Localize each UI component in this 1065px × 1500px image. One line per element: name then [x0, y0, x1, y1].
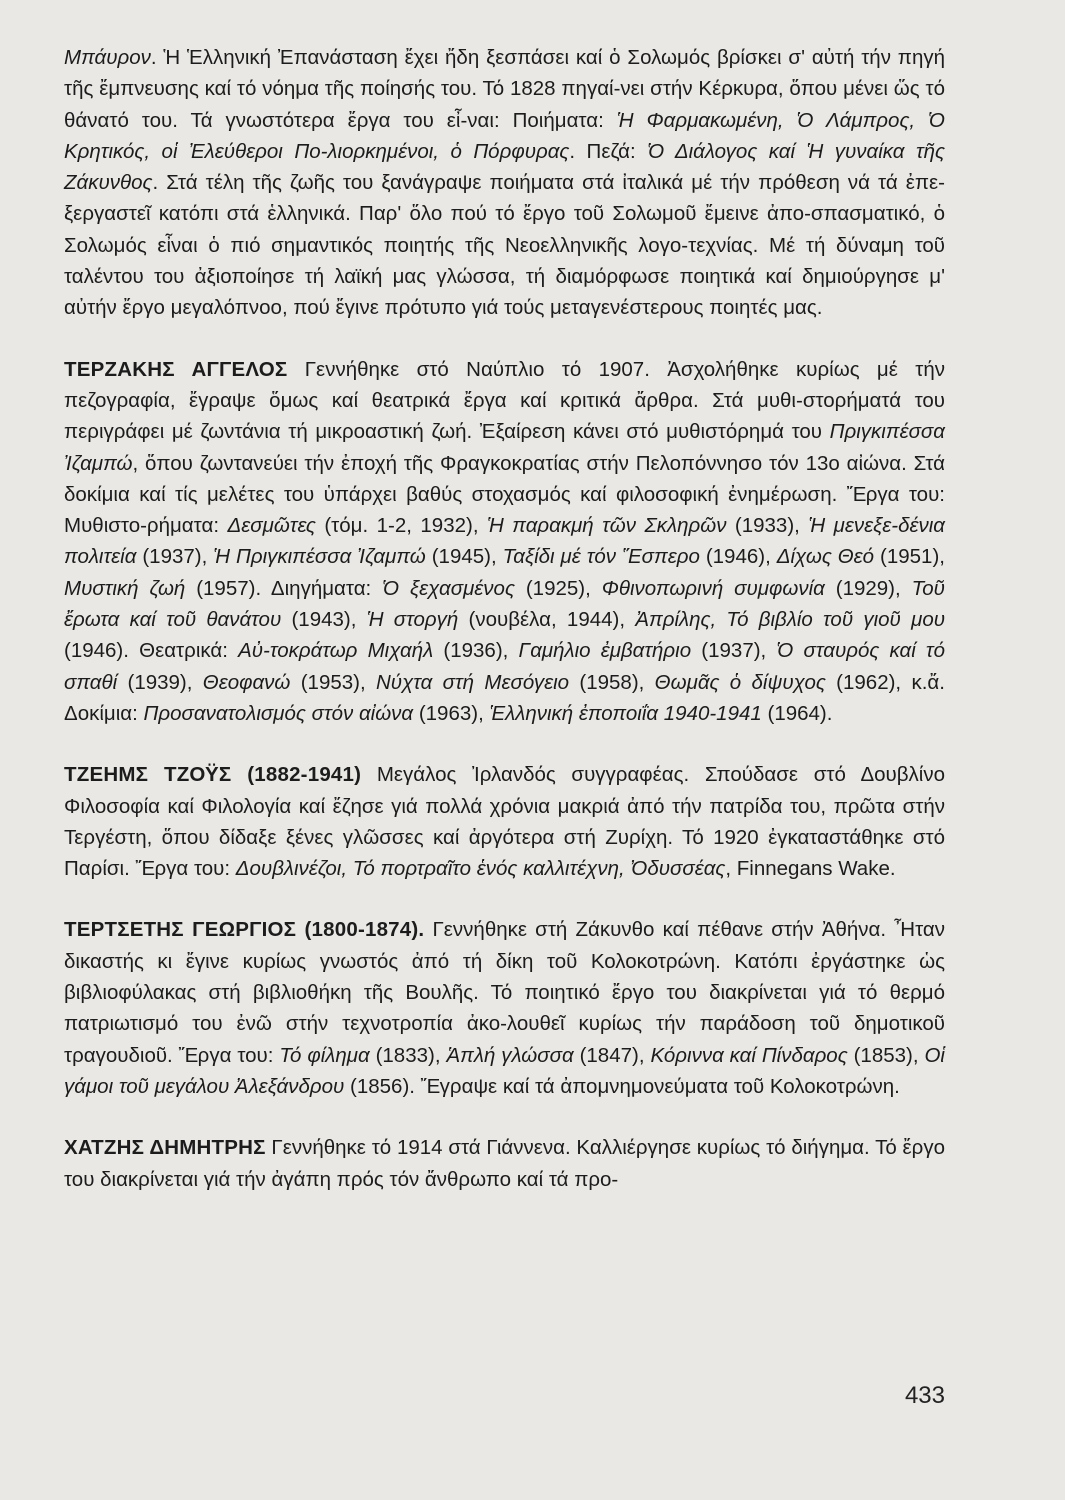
- body-text: (1933),: [726, 514, 809, 538]
- italic-title: Δεσμῶτες: [227, 514, 316, 538]
- continuation-paragraph: [64, 42, 945, 324]
- body-text: Γεννήθηκε στό Ναύπλιο τό 1907. Ἀσχολήθηκε κυρίως μέ τήν πεζογραφία, ἔγραψε ὅμως καί θεατρικά ἔργα καί κριτικά ἄρθρα. Στά μυθι-στορήματά του περιγράφει μέ ζωντάνια τή μικροαστική ζωή. Ἐξαίρεση κάνει στό μυθιστόρημά του: [64, 357, 945, 444]
- entry-body: [64, 358, 945, 725]
- entry-headword: ΤΕΡΤΣΕΤΗΣ ΓΕΩΡΓΙΟΣ (1800-1874).: [64, 918, 425, 942]
- italic-title: Δίχως Θεό: [776, 545, 875, 569]
- italic-title: Προσανατολισμός στόν αἰώνα: [143, 701, 414, 725]
- italic-title: Ἁπλή γλώσσα: [446, 1043, 574, 1067]
- body-text: . Στά τέλη τῆς ζωῆς του ξανάγραψε ποιήματα στά ἰταλικά μέ τήν πρόθεση νά τά ἐπε-ξεργαστεῖ κατόπι στά ἑλληνικά. Παρ' ὅλο πού τό ἔργο τοῦ Σολωμοῦ ἔμεινε ἀπο-σπασματικό, ὁ Σολωμός εἶναι ὁ πιό σημαντικός ποιητής τῆς Νεοελληνικῆς λογο-τεχνίας. Μέ τή δύναμη τοῦ ταλέντου του ἀξιοποίησε τή λαϊκή μας γλώσσα, τή διαμόρφωσε ποιητικά καί δημιούργησε μ' αὐτήν ἔργο μεγαλόπνοο, πού ἔγινε πρότυπο γιά τούς μεταγενέστερους ποιητές μας.: [64, 171, 945, 320]
- italic-title: Ὁ Διάλογος καί Ἡ γυναίκα τῆς Ζάκυνθος: [64, 139, 945, 195]
- italic-title: Γαμήλιο ἐμβατήριο: [518, 639, 692, 663]
- body-text: , ὅπου ζωντανεύει τήν ἐποχή τῆς Φραγκοκρατίας στήν Πελοπόννησο τόν 13ο αἰώνα. Στά δοκίμια καί τίς μελέτες του ὑπάρχει βαθύς στοχασμός καί φιλοσοφική ἐνημέρωση. Ἔργα του: Μυθιστο-ρήματα:: [64, 451, 945, 538]
- italic-title: Δουβλινέζοι, Τό πορτραῖτο ἑνός καλλιτέχνη, Ὀδυσσέας: [235, 857, 726, 881]
- italic-title: Νύχτα στή Μεσόγειο: [376, 670, 570, 694]
- body-text: (1945),: [425, 545, 503, 569]
- body-text: (1946),: [699, 545, 777, 569]
- body-text: (1847),: [573, 1043, 651, 1067]
- body-text: (1943),: [281, 608, 367, 632]
- italic-title: Ἡ στοργή: [366, 608, 459, 632]
- italic-title: Ὁ σταυρός καί τό σπαθί: [64, 639, 945, 694]
- body-text: (1953),: [290, 670, 376, 694]
- body-text: (1853),: [847, 1043, 925, 1067]
- body-text: (1964).: [761, 701, 833, 725]
- italic-title: Ἑλληνική ἐποποιΐα 1940-1941: [489, 701, 762, 725]
- body-text: (1962), κ.ἄ. Δοκίμια:: [64, 670, 945, 725]
- italic-title: Πριγκιπέσσα Ἰζαμπώ: [64, 420, 945, 475]
- body-text: (1925),: [514, 576, 602, 600]
- entry-joyce: [64, 759, 945, 884]
- body-text: (1957). Διηγήματα:: [185, 576, 383, 600]
- page-number: 433: [904, 1382, 945, 1409]
- body-text: . Ἡ Ἑλληνική Ἐπανάσταση ἔχει ἤδη ξεσπάσει καί ὁ Σολωμός βρίσκει σ' αὐτή τήν πηγή τῆς ἔμπνευσης καί τό νόημα τῆς ποίησής του. Τό 1828 πηγαί-νει στήν Κέρκυρα, ὅπου μένει ὥς τό θάνατό του. Τά γνωστότερα ἔργα του εἶ-ναι: Ποιήματα:: [64, 46, 945, 132]
- italic-title: Ἀπρίλης, Τό βιβλίο τοῦ γιοῦ μου: [635, 608, 945, 632]
- italic-title: Ἡ μενεξε-δένια πολιτεία: [64, 514, 945, 569]
- body-text: Μεγάλος Ἰρλανδός συγγραφέας. Σπούδασε στό Δουβλίνο Φιλοσοφία καί Φιλολογία καί ἔζησε γιά πολλά χρόνια μακριά ἀπό τήν πατρίδα του, πρῶτα στήν Τεργέστη, ὅπου δίδαξε ξένες γλῶσσες καί ἀργότερα στή Ζυρίχη. Τό 1920 ἐγκαταστάθηκε στό Παρίσι. Ἔργα του:: [64, 763, 945, 881]
- body-text: (1856). Ἔγραψε καί τά ἀπομνημονεύματα τοῦ Κολοκοτρώνη.: [344, 1074, 900, 1098]
- body-text: (1946). Θεατρικά:: [64, 639, 239, 663]
- italic-title: Τοῦ ἔρωτα καί τοῦ θανάτου: [64, 576, 945, 632]
- body-text: (1833),: [369, 1043, 447, 1067]
- entry-headword: ΤΕΡΖΑΚΗΣ ΑΓΓΕΛΟΣ: [64, 357, 288, 381]
- body-text: , Finnegans Wake.: [725, 857, 896, 881]
- italic-title: Μπάυρον: [64, 46, 151, 69]
- body-text: (1937),: [136, 545, 214, 569]
- italic-title: Κόριννα καί Πίνδαρος: [650, 1043, 848, 1067]
- body-text: (1936),: [433, 639, 519, 663]
- body-text: (1958),: [569, 670, 655, 694]
- entry-body: [64, 918, 945, 1097]
- entry-headword: ΧΑΤΖΗΣ ΔΗΜΗΤΡΗΣ: [64, 1136, 266, 1160]
- body-text: (1929),: [824, 576, 912, 600]
- entry-chatzis: [64, 1132, 945, 1195]
- italic-title: Οἱ γάμοι τοῦ μεγάλου Ἀλεξάνδρου: [64, 1043, 945, 1098]
- entry-headword: ΤΖΕΗΜΣ ΤΖΟΫΣ (1882-1941): [64, 763, 362, 787]
- body-text: (1951),: [874, 545, 945, 569]
- italic-title: Ἡ Πριγκιπέσσα Ἰζαμπώ: [213, 545, 426, 569]
- italic-title: Αὐ-τοκράτωρ Μιχαήλ: [238, 639, 434, 663]
- body-text: (νουβέλα, 1944),: [458, 608, 636, 632]
- body-text: (τόμ. 1-2, 1932),: [315, 514, 487, 538]
- italic-title: Μυστική ζωή: [64, 576, 186, 600]
- entry-tertsetis: [64, 914, 945, 1102]
- italic-title: Θωμᾶς ὁ δίψυχος: [654, 670, 826, 694]
- italic-title: Ἡ Φαρμακωμένη, Ὁ Λάμπρος, Ὁ Κρητικός, οἱ Ἐλεύθεροι Πο-λιορκημένοι, ὁ Πόρφυρας: [64, 108, 946, 163]
- body-text: (1937),: [691, 639, 777, 663]
- body-text: Γεννήθηκε τό 1914 στά Γιάννενα. Καλλιέργησε κυρίως τό διήγημα. Τό ἔργο του διακρίνεται γιά τήν ἀγάπη πρός τόν ἄνθρωπο καί τά προ-: [64, 1136, 945, 1191]
- italic-title: Ταξίδι μέ τόν Ἕσπερο: [502, 545, 700, 569]
- body-text: (1963),: [413, 701, 490, 725]
- italic-title: Ὁ ξεχασμένος: [382, 576, 515, 600]
- entry-terzakis: [64, 354, 945, 730]
- italic-title: Θεοφανώ: [202, 670, 291, 694]
- body-text: Γεννήθηκε στή Ζάκυνθο καί πέθανε στήν Ἀθήνα. Ἦταν δικαστής κι ἔγινε κυρίως γνωστός ἀπό τή δίκη τοῦ Κολοκοτρώνη. Κατόπι ἐργάστηκε ὡς βιβλιοφύλακας στή βιβλιοθήκη τῆς Βουλῆς. Τό ποιητικό ἔργο του διακρίνεται γιά τό θερμό πατριωτισμό του ἐνῶ στήν τεχνοτροπία ἀκο-λουθεῖ κυρίως τήν παράδοση τοῦ δημοτικοῦ τραγουδιοῦ. Ἔργα του:: [64, 918, 945, 1067]
- italic-title: Φθινοπωρινή συμφωνία: [601, 576, 825, 600]
- body-text: (1939),: [117, 670, 203, 694]
- italic-title: Τό φίλημα: [279, 1043, 370, 1067]
- italic-title: Ἡ παρακμή τῶν Σκληρῶν: [487, 514, 727, 538]
- body-text: . Πεζά:: [569, 139, 648, 163]
